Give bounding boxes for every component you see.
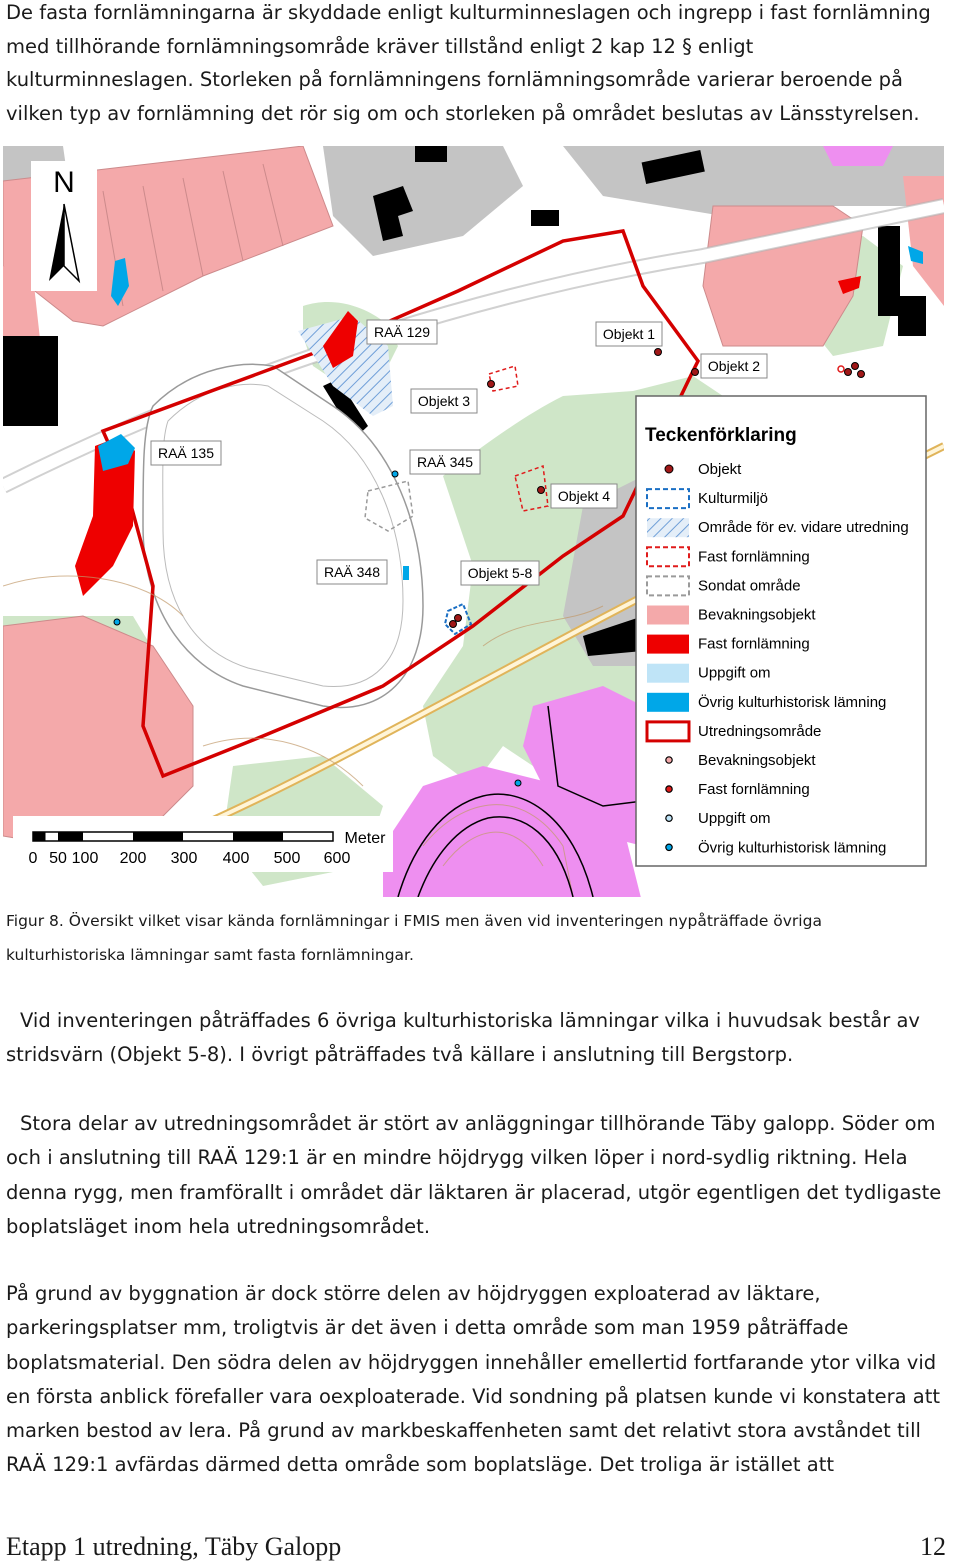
- svg-text:RAÄ 345: RAÄ 345: [416, 454, 474, 470]
- legend-item: [647, 547, 810, 566]
- svg-text:Objekt 2: Objekt 2: [707, 358, 761, 374]
- north-label: N: [53, 166, 75, 199]
- objekt-dot: [655, 349, 662, 356]
- ovrig-point: [114, 619, 120, 625]
- scale-tick: 200: [119, 850, 147, 867]
- legend-label: Kulturmiljö: [698, 490, 769, 508]
- legend-item: [647, 693, 886, 712]
- ovrig-point: [392, 471, 398, 477]
- legend-item: [647, 722, 821, 741]
- intro-paragraph: De fasta fornlämningarna är skyddade enligt kulturminneslagen och ingrepp i fast fornlämning med tillhörande fornlämningsområde kräver tillstånd enligt 2 kap 12 § enligt kulturminneslagen. Storleken på fornlämningens fornlämningsområde varierar beroende på vilken typ av fornlämning det rör sig om och storleken på området beslutas av Länsstyrelsen.: [6, 1, 931, 125]
- legend-swatch: [665, 465, 673, 473]
- label-raa135: [151, 441, 221, 465]
- page-number: 12: [920, 1532, 946, 1561]
- blue-area: [403, 566, 409, 580]
- legend-swatch: [666, 786, 672, 792]
- label-objekt3: [411, 389, 477, 413]
- scale-tick: 400: [222, 850, 250, 867]
- label-objekt2: [701, 354, 767, 378]
- overview-map: [3, 146, 944, 897]
- fornlamning-point: [838, 366, 844, 372]
- legend-item: [666, 838, 887, 856]
- legend-title: Teckenförklaring: [645, 425, 797, 446]
- legend-swatch: [647, 722, 689, 741]
- svg-text:Objekt 3: Objekt 3: [417, 393, 471, 409]
- scale-tick: 100: [71, 850, 99, 867]
- scale-bar: [13, 816, 393, 872]
- scale-tick: 600: [323, 850, 351, 867]
- label-raa348: [317, 560, 387, 584]
- objekt-dot: [450, 621, 457, 628]
- legend-swatch: [666, 757, 672, 763]
- legend-item: [647, 664, 771, 683]
- legend-swatch: [666, 844, 672, 850]
- legend-item: [647, 576, 801, 595]
- paragraph-2: Stora delar av utredningsområdet är stört av anläggningar tillhörande Täby galopp. Söder om och i anslutning till RAÄ 129:1 är en mindre höjdrygg vilken löper i nord-sydlig riktning. Hela denna rygg, men framförallt i området där läktaren är placerad, utgör egentligen det tydligaste boplatsläget inom hela utredningsområdet.: [6, 1112, 942, 1238]
- building: [531, 210, 559, 226]
- label-objekt4: [551, 484, 617, 508]
- legend-label: Fast fornlämning: [698, 548, 810, 566]
- svg-text:Objekt 5-8: Objekt 5-8: [467, 565, 533, 581]
- scale-tick: 0: [28, 850, 38, 867]
- legend-swatch: [647, 518, 689, 537]
- legend-swatch: [647, 664, 689, 683]
- scale-unit: Meter: [344, 830, 386, 847]
- figure-caption: Figur 8. Översikt vilket visar kända fornlämningar i FMIS men även vid inventeringen nypåträffade övriga kulturhistoriska lämningar samt fasta fornlämningar.: [6, 912, 822, 964]
- svg-text:RAÄ 135: RAÄ 135: [157, 445, 215, 461]
- label-raa345: [410, 450, 480, 474]
- legend-swatch: [666, 815, 672, 821]
- objekt-dot: [852, 363, 859, 370]
- label-raa129: [367, 320, 437, 344]
- svg-text:RAÄ 348: RAÄ 348: [323, 564, 381, 580]
- legend-label: Uppgift om: [698, 810, 771, 828]
- label-objekt58: [461, 561, 539, 585]
- scale-tick: 50: [49, 850, 67, 867]
- objekt-dot: [858, 371, 865, 378]
- footer-title: Etapp 1 utredning, Täby Galopp: [6, 1532, 342, 1561]
- legend-item: [647, 489, 768, 508]
- legend-label: Bevakningsobjekt: [698, 752, 816, 769]
- paragraph-1: Vid inventeringen påträffades 6 övriga kulturhistoriska lämningar vilka i huvudsak består av stridsvärn (Objekt 5-8). I övrigt påträffades två källare i anslutning till Bergstorp.: [6, 1009, 920, 1067]
- legend-swatch: [647, 489, 689, 508]
- building: [415, 146, 447, 162]
- magenta-area: [823, 146, 893, 166]
- scale-tick: 300: [170, 850, 198, 867]
- legend-label: Övrig kulturhistorisk lämning: [698, 839, 887, 857]
- building: [878, 226, 900, 316]
- objekt-dot: [692, 369, 699, 376]
- label-objekt1: [596, 322, 662, 346]
- building: [3, 336, 58, 426]
- svg-text:Objekt 1: Objekt 1: [602, 326, 656, 342]
- paragraph-3: På grund av byggnation är dock större delen av höjdryggen exploaterad av läktare, parkeringsplatser mm, troligtvis är det även i detta område som man 1959 påträffade boplatsmaterial. Den södra delen av höjdryggen innehåller emellertid fortfarande ytor vilka vid en första anblick förefaller vara oexploaterade. Vid sondning på platsen kunde vi konstatera att marken bestod av lera. På grund av markbeskaffenheten samt det relativt stora avståndet till RAÄ 129:1 avfärdas därmed detta område som boplatsläge. Det troliga är istället att: [6, 1282, 941, 1477]
- legend-swatch: [647, 547, 689, 566]
- objekt-dot: [488, 381, 495, 388]
- map-legend: [636, 396, 926, 866]
- legend-item: [647, 518, 909, 537]
- legend-label: Fast fornlämning: [698, 635, 810, 653]
- building: [898, 296, 926, 336]
- legend-label: Sondat område: [698, 577, 801, 595]
- scale-tick: 500: [273, 850, 301, 867]
- legend-swatch: [647, 635, 689, 654]
- legend-label: Utredningsområde: [698, 722, 822, 740]
- north-arrow: [31, 161, 97, 291]
- objekt-dot: [455, 615, 462, 622]
- legend-label: Övrig kulturhistorisk lämning: [698, 693, 887, 711]
- legend-label: Område för ev. vidare utredning: [698, 519, 909, 537]
- objekt-dot: [538, 487, 545, 494]
- objekt-dot: [845, 369, 852, 376]
- legend-swatch: [647, 576, 689, 595]
- legend-label: Uppgift om: [698, 664, 771, 682]
- legend-item: [647, 635, 810, 654]
- legend-swatch: [647, 606, 689, 625]
- ovrig-point: [515, 780, 521, 786]
- legend-swatch: [647, 693, 689, 712]
- legend-label: Bevakningsobjekt: [698, 606, 816, 624]
- svg-text:Objekt 4: Objekt 4: [557, 488, 611, 504]
- legend-label: Objekt: [698, 461, 742, 478]
- legend-label: Fast fornlämning: [698, 781, 810, 799]
- legend-item: [647, 606, 816, 625]
- svg-text:RAÄ 129: RAÄ 129: [373, 324, 431, 340]
